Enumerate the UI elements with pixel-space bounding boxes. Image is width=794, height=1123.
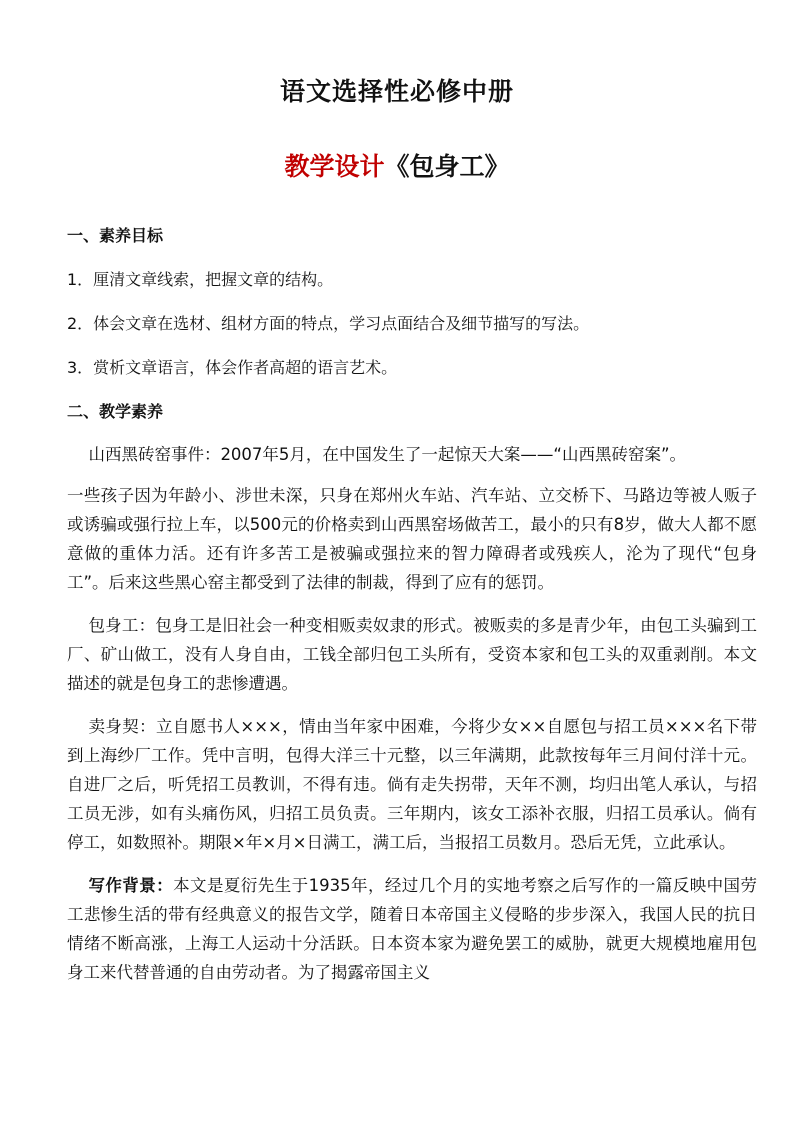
background-label: 写作背景：: [88, 876, 174, 895]
paragraph-indenture: 卖身契：立自愿书人×××，情由当年家中困难，今将少女××自愿包与招工员×××名下带到上海纱厂工作。凭中言明，包得大洋三十元整，以三年满期，此款按每年三月间付洋十元。自进厂之后，听凭招工员教训，不得有违。倘有走失拐带，天年不测，均归出笔人承认，与招工员无涉，如有头痛伤风，归招工员负责。三年期内，该女工添补衣服，归招工员承认。倘有停工，如数照补。期限×年×月×日满工，满工后，当报招工员数月。恐后无凭，立此承认。: [67, 717, 757, 852]
subtitle-black-part: 《包身工》: [384, 152, 510, 181]
goal-item: 1．厘清文章线索，把握文章的结构。: [67, 270, 334, 289]
section-heading-materials: 二、教学素养: [67, 402, 164, 421]
goal-item: 2．体会文章在选材、组材方面的特点，学习点面结合及细节描写的写法。: [67, 314, 590, 333]
paragraph-children: 一些孩子因为年龄小、涉世未深，只身在郑州火车站、汽车站、立交桥下、马路边等被人贩子或诱骗或强行拉上车，以500元的价格卖到山西黑窑场做苦工，最小的只有8岁，做大人都不愿意做的重体力活。还有许多苦工是被骗或强拉来的智力障碍者或残疾人，沦为了现代“包身工”。后来这些黑心窑主都受到了法律的制裁，得到了应有的惩罚。: [67, 486, 757, 592]
paragraph-background: [67, 871, 757, 987]
paragraph-brick-kiln: 山西黑砖窑事件：2007年5月，在中国发生了一起惊天大案——“山西黑砖窑案”。: [88, 445, 687, 464]
section-heading-goals: 一、素养目标: [67, 226, 164, 245]
document-body: [67, 222, 757, 987]
background-text: 本文是夏衍先生于1935年，经过几个月的实地考察之后写作的一篇反映中国劳工悲惨生活的带有经典意义的报告文学，随着日本帝国主义侵略的步步深入，我国人民的抗日情绪不断高涨，上海工人运动十分活跃。日本资本家为避免罢工的威胁，就更大规模地雇用包身工来代替普通的自由劳动者。为了揭露帝国主义: [67, 876, 757, 982]
paragraph-contract-labor: 包身工：包身工是旧社会一种变相贩卖奴隶的形式。被贩卖的多是青少年，由包工头骗到工厂、矿山做工，没有人身自由，工钱全部归包工头所有，受资本家和包工头的双重剥削。本文描述的就是包身工的悲惨遭遇。: [67, 616, 757, 693]
document-subtitle: [0, 147, 794, 183]
document-title: 语文选择性必修中册: [279, 77, 514, 106]
goal-item: 3．赏析文章语言，体会作者高超的语言艺术。: [67, 358, 398, 377]
subtitle-red-part: 教学设计: [284, 152, 385, 181]
